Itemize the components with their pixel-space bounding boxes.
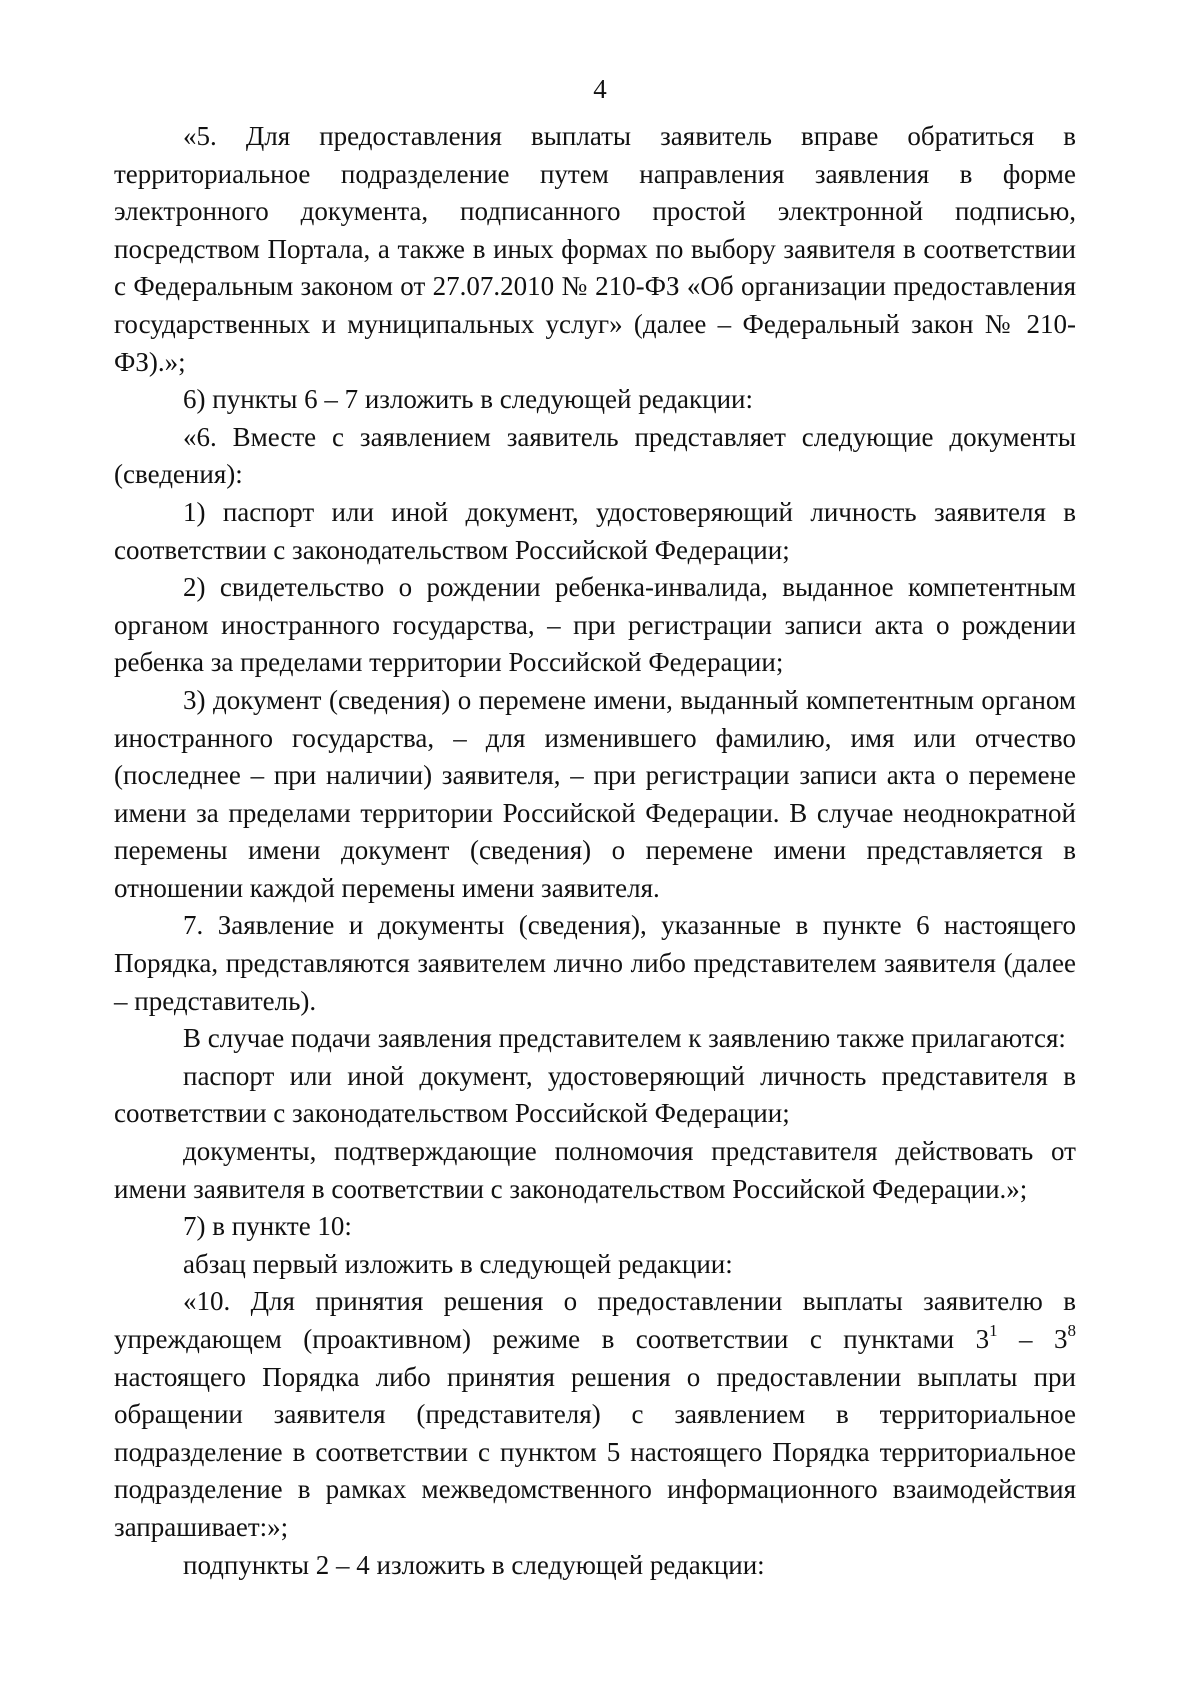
- paragraph-amendment-6: 6) пункты 6 – 7 изложить в следующей редакции:: [183, 384, 754, 415]
- paragraph-amendment-7: 7) в пункте 10:: [183, 1211, 352, 1242]
- paragraph-representative: В случае подачи заявления представителем к заявлению также прилагаются:: [183, 1023, 1066, 1054]
- paragraph-representative-passport: паспорт или иной документ, удостоверяющий личность представителя в соответствии с законодательством Российской Федерации;: [114, 1060, 1076, 1129]
- paragraph-subitem-1: 1) паспорт или иной документ, удостоверяющий личность заявителя в соответствии с законодательством Российской Федерации;: [114, 496, 1076, 565]
- paragraph-first-abzac: абзац первый изложить в следующей редакции:: [183, 1248, 733, 1279]
- paragraph-item-6: «6. Вместе с заявлением заявитель представляет следующие документы (сведения):: [114, 421, 1076, 490]
- paragraph-item-10: [114, 1283, 1076, 1546]
- paragraph-item-7: 7. Заявление и документы (сведения), указанные в пункте 6 настоящего Порядка, представляются заявителем лично либо представителем заявителя (далее – представитель).: [114, 910, 1076, 1016]
- superscript-1: 1: [989, 1321, 998, 1340]
- item-10-text-end: настоящего Порядка либо принятия решения о предоставлении выплаты при обращении заявителя (представителя) с заявлением в территориальное подразделение в соответствии с пунктом 5 настоящего Порядка территориальное подразделение в рамках межведомственного информационного взаимодействия запрашивает:»;: [114, 1361, 1076, 1542]
- superscript-8: 8: [1067, 1321, 1077, 1340]
- paragraph-item-5: «5. Для предоставления выплаты заявитель вправе обратиться в территориальное подразделение путем направления заявления в форме электронного документа, подписанного простой электронной подписью, посредством Портала, а также в иных формах по выбору заявителя в соответствии с Федеральным законом от 27.07.2010 № 210-ФЗ «Об организации предоставления государственных и муниципальных услуг» (далее – Федеральный закон № 210-ФЗ).»;: [114, 121, 1076, 377]
- page-number: 4: [593, 74, 607, 104]
- paragraph-subitem-3: 3) документ (сведения) о перемене имени, выданный компетентным органом иностранного государства, – для изменившего фамилию, имя или отчество (последнее – при наличии) заявителя, – при регистрации записи акта о перемене имени за пределами территории Российской Федерации. В случае неоднократной перемены имени документ (сведения) о перемене имени представляется в отношении каждой перемены имени заявителя.: [114, 684, 1076, 903]
- document-body: [114, 118, 1076, 1584]
- paragraph-representative-authority: документы, подтверждающие полномочия представителя действовать от имени заявителя в соответствии с законодательством Российской Федерации.»;: [114, 1136, 1076, 1204]
- paragraph-subitem-2: 2) свидетельство о рождении ребенка-инвалида, выданное компетентным органом иностранного государства, – при регистрации записи акта о рождении ребенка за пределами территории Российской Федерации;: [114, 572, 1076, 678]
- item-10-text-between: – 3: [997, 1324, 1068, 1354]
- paragraph-subitems-2-4: подпункты 2 – 4 изложить в следующей редакции:: [183, 1549, 765, 1580]
- item-10-text-start: «10. Для принятия решения о предоставлении выплаты заявителю в упреждающем (проактивном) режиме в соответствии с пунктами 3: [114, 1286, 1076, 1354]
